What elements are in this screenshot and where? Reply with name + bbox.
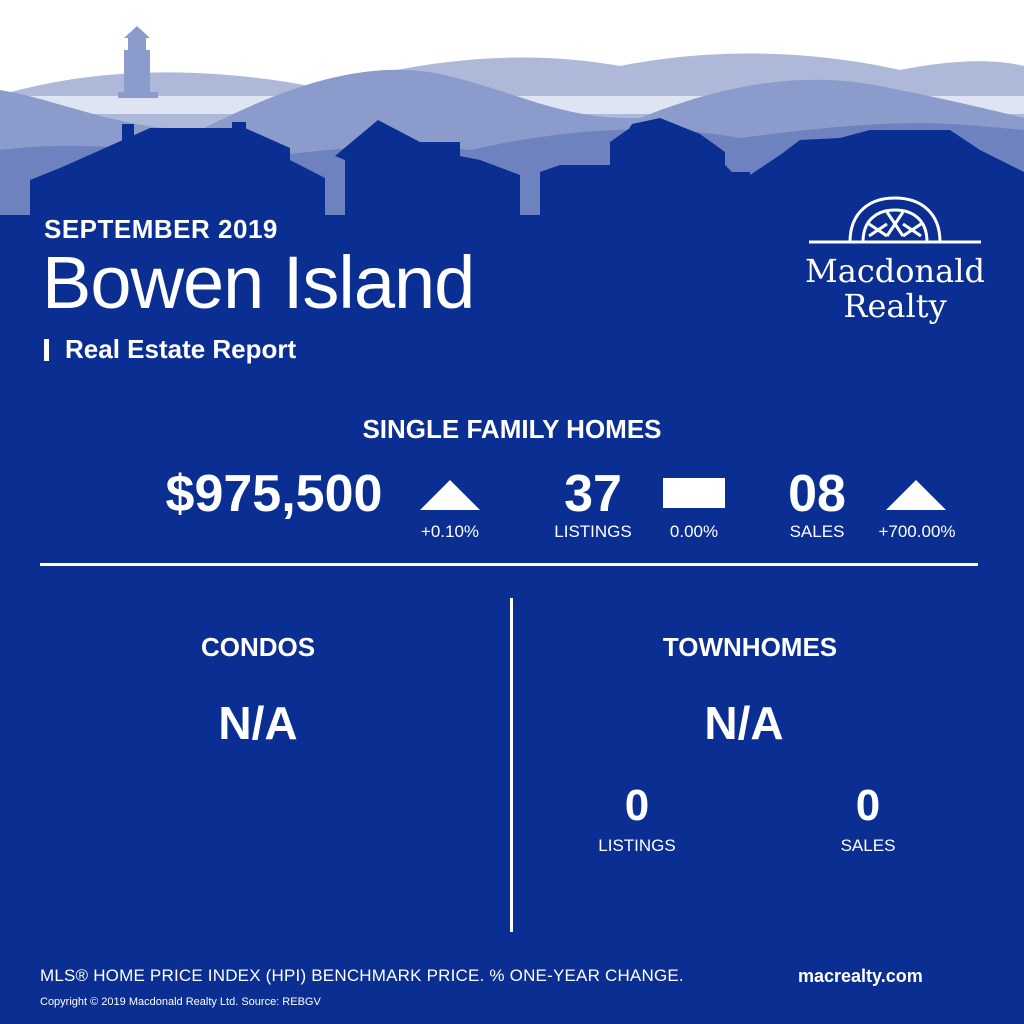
compass-rose-arch-icon (805, 190, 985, 250)
sf-listings-change: 0.00% (669, 522, 719, 541)
footer-note: MLS® HOME PRICE INDEX (HPI) BENCHMARK PRICE. % ONE-YEAR CHANGE. (40, 966, 684, 985)
sf-benchmark-price: $975,500 (165, 465, 383, 523)
brand-name-line2: Realty (843, 287, 947, 326)
single-family-title: SINGLE FAMILY HOMES (362, 414, 662, 444)
city-title: Bowen Island (42, 241, 475, 324)
th-sales-label: SALES (840, 836, 896, 855)
th-listings-label: LISTINGS (598, 836, 676, 855)
section-divider-vertical (510, 598, 513, 932)
th-sales-count: 0 (855, 781, 881, 830)
up-triangle-icon (420, 480, 480, 510)
subtitle-bar (44, 339, 49, 361)
sf-listings-label: LISTINGS (554, 522, 632, 541)
sf-sales-count: 08 (788, 465, 846, 523)
brand-name (800, 254, 990, 324)
subtitle-text: Real Estate Report (65, 334, 297, 364)
report-subtitle (44, 334, 296, 365)
sf-listings-count: 37 (564, 465, 622, 523)
website-link[interactable]: macrealty.com (798, 966, 923, 986)
townhomes-value: N/A (704, 697, 784, 749)
sf-price-change: +0.10% (420, 522, 480, 541)
sf-sales-change: +700.00% (878, 522, 956, 541)
copyright-text: Copyright © 2019 Macdonald Realty Ltd. Source: REBGV (40, 996, 321, 1008)
flat-rectangle-icon (663, 478, 725, 508)
sf-sales-label: SALES (789, 522, 845, 541)
condos-value: N/A (218, 697, 298, 749)
townhomes-title: TOWNHOMES (662, 632, 838, 662)
brand-name-line1: Macdonald (805, 252, 985, 290)
th-listings-count: 0 (624, 781, 650, 830)
report-month: SEPTEMBER 2019 (44, 214, 278, 244)
section-divider-horizontal (40, 563, 978, 566)
brand-logo (805, 190, 985, 250)
up-triangle-icon (886, 480, 946, 510)
condos-title: CONDOS (200, 632, 316, 662)
